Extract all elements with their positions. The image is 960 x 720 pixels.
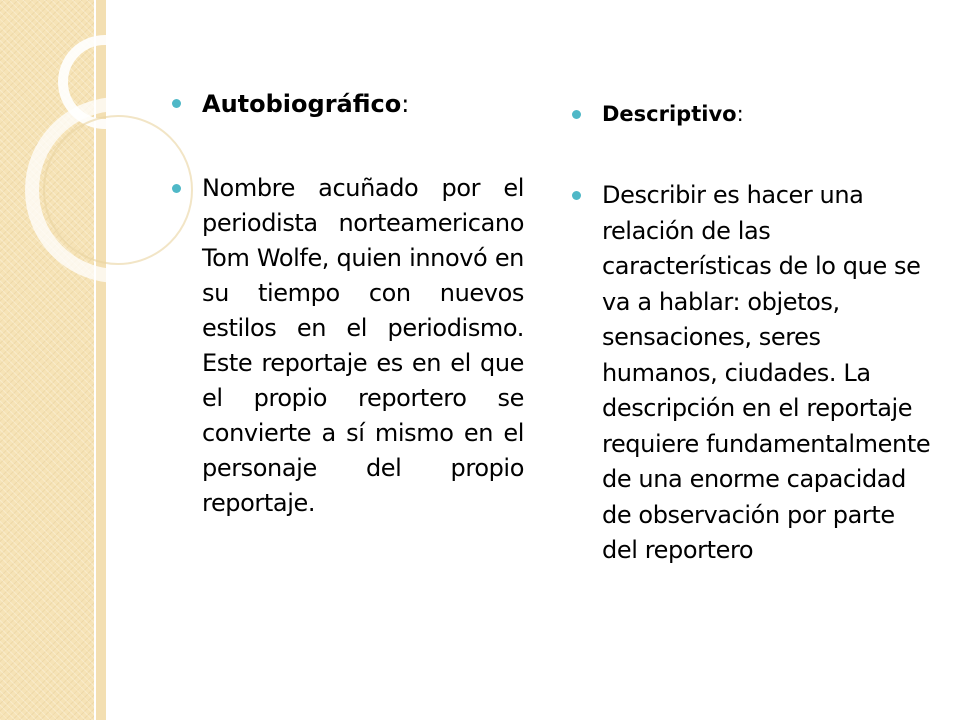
right-body-text: Describir es hacer una relación de las características de lo que se va a hablar: objetos, sensaciones, seres humanos, ciudades. La descripción en el reportaje requiere fundamentalmente de una enorme capacidad de observación por parte del reportero xyxy=(602,181,931,564)
bullet-icon xyxy=(572,110,581,119)
left-heading: Autobiográfico: xyxy=(202,90,410,118)
decorative-circles xyxy=(0,0,200,320)
bullet-icon xyxy=(172,99,181,108)
right-heading: Descriptivo: xyxy=(602,102,744,126)
bullet-icon xyxy=(172,184,181,193)
bullet-icon xyxy=(572,191,581,200)
left-body-text: Nombre acuñado por el periodista norteamericano Tom Wolfe, quien innovó en su tiempo con nuevos estilos en el periodismo. Este reportaje es en el que el propio reportero se convierte a sí mismo en el personaje del propio reportaje. xyxy=(202,174,524,517)
decorative-circle-inner xyxy=(44,116,192,264)
